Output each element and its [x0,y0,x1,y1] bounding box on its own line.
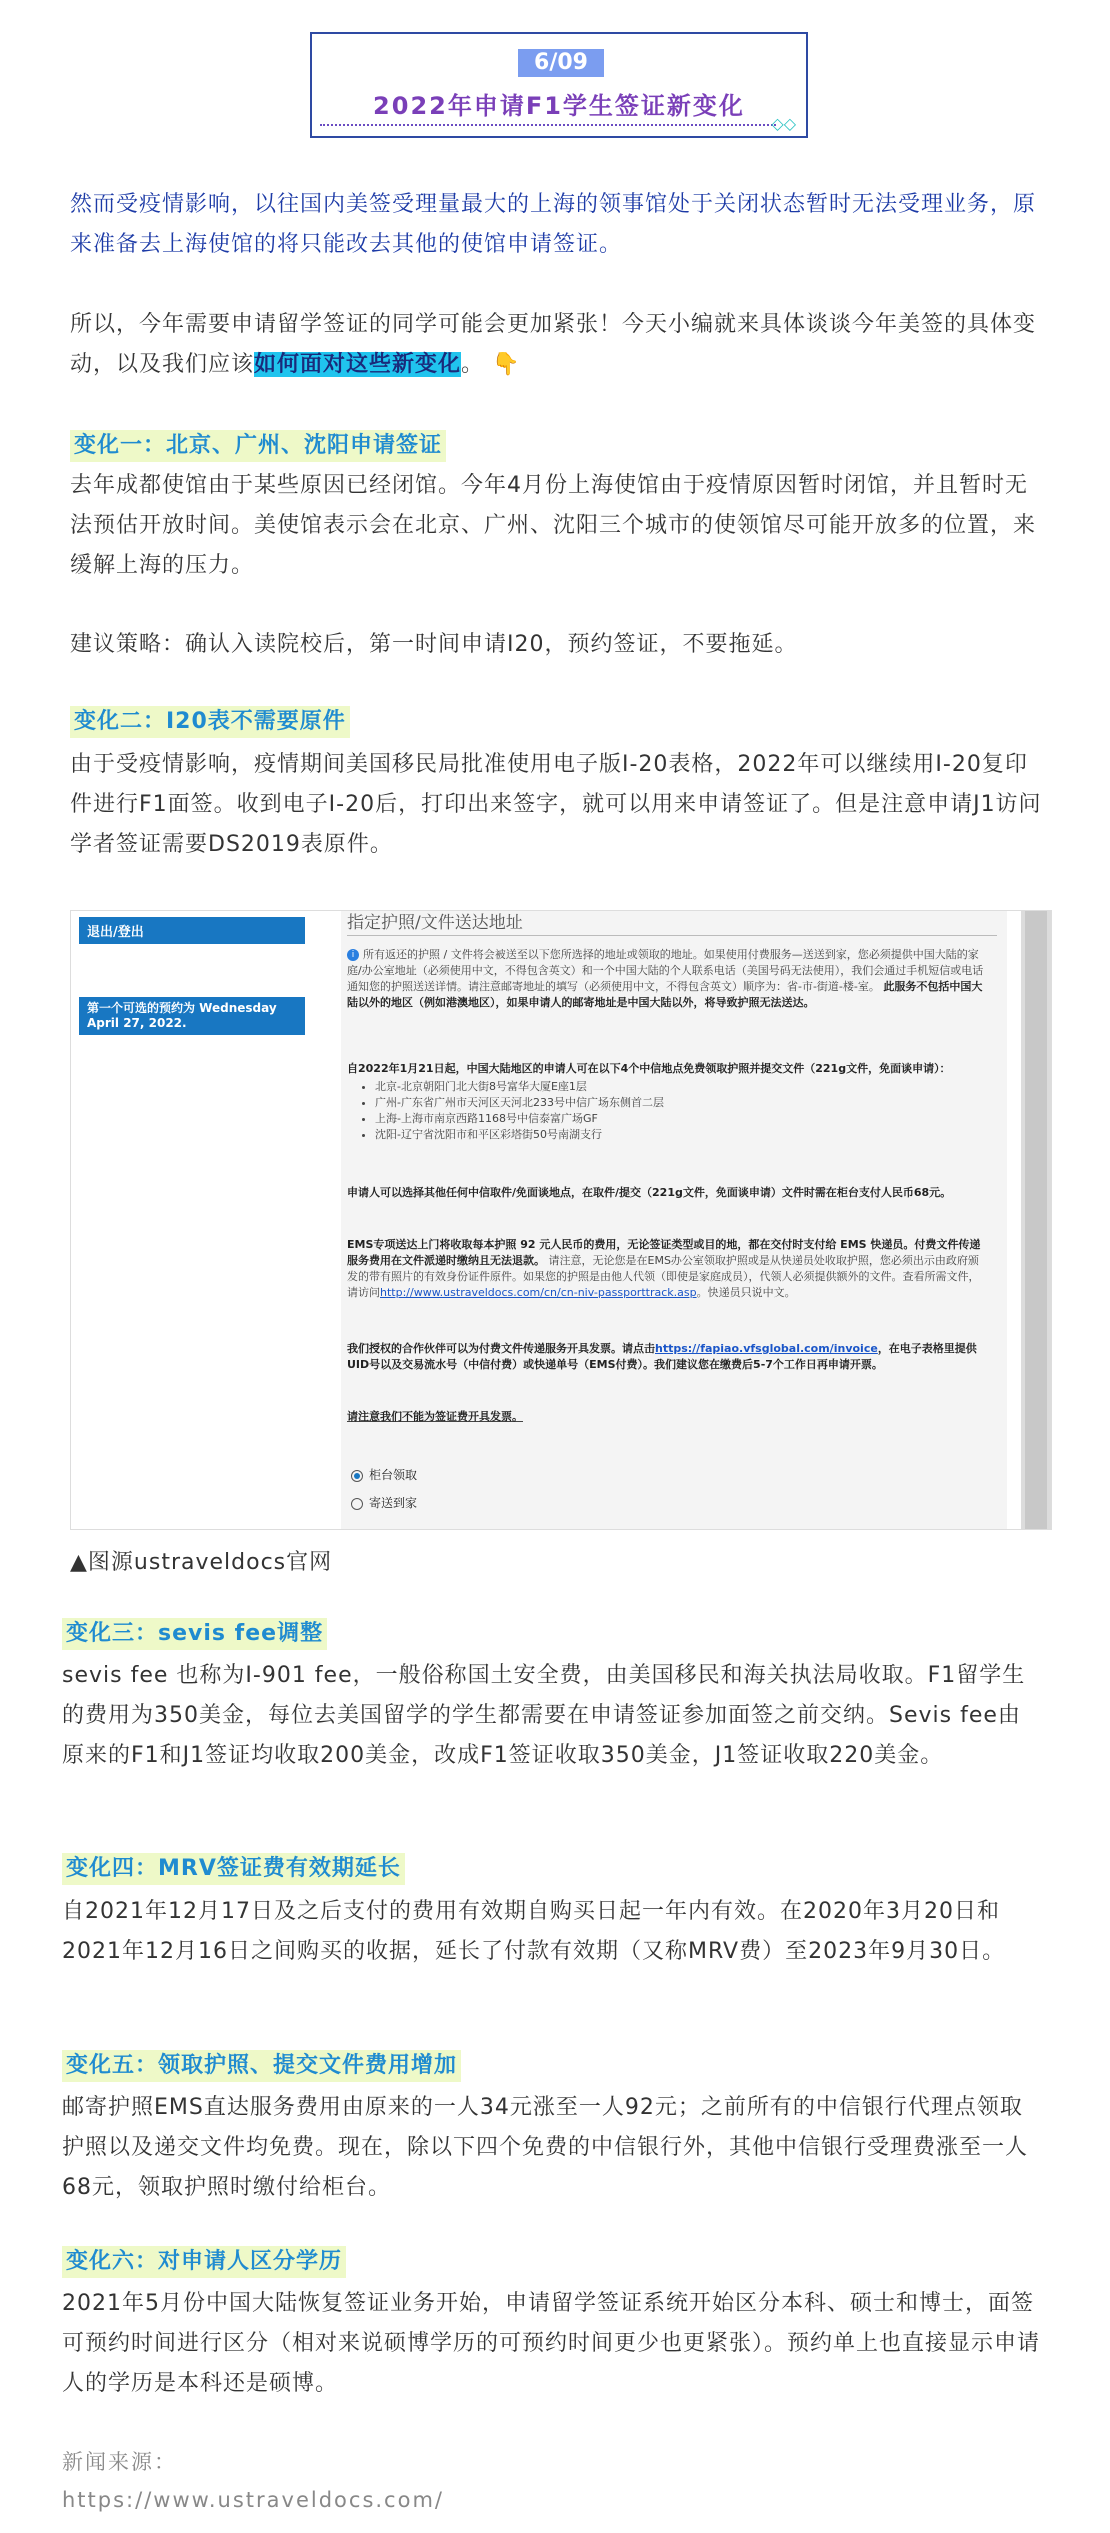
section-body-3: sevis fee 也称为I-901 fee，一般俗称国土安全费，由美国移民和海关执法局收取。F1留学生的费用为350美金，每位去美国留学的学生都需要在申请签证参加面签之前交纳。Sevis fee由原来的F1和J1签证均收取200美金，改成F1签证收取350美金，J1签证收取220美金。 [62,1663,1026,1768]
article-header [310,32,808,138]
ustraveldocs-screenshot [70,910,1052,1530]
screenshot-title: 指定护照/文件送达地址 [347,915,997,936]
list-item: • 广州-广东省广州市天河区天河北233号中信广场东侧首二层 [375,1095,989,1111]
section-heading-4: 变化四：MRV签证费有效期延长 [62,1853,405,1885]
screenshot-sidebar [71,911,309,1529]
section-body-6: 2021年5月份中国大陆恢复签证业务开始，申请留学签证系统开始区分本科、硕士和博士，面签可预约时间进行区分（相对来说硕博学历的可预约时间更少也更紧张）。预约单上也直接显示申请人的学历是本科还是硕博。 [62,2291,1041,2396]
passport-track-link: http://www.ustraveldocs.com/cn/cn-niv-passporttrack.asp [380,1286,697,1299]
screenshot-scrollbar [1021,911,1051,1529]
screenshot-bold-text: 此服务不包括中国大陆以外的地区（例如港澳地区），如果申请人的邮寄地址是中国大陆以外，将导致护照无法送达。 [347,980,983,1009]
source-label: 新闻来源： [62,2450,177,2474]
section-heading-3: 变化三：sevis fee调整 [62,1618,327,1650]
intro-text-end: 。 [461,352,485,377]
pickup-locations-list [347,1079,989,1143]
screenshot-paragraph-5 [347,1341,989,1373]
diamond-ornament-icon: ◇◇ [771,114,796,133]
screenshot-bold-text: 自2022年1月21日起，中国大陆地区的申请人可在以下4个中信地点免费领取护照并提交文件（221g文件，免面谈申请）： [347,1062,951,1075]
screenshot-bold-text: ，在电子表格里提供UID号以及交易流水号（中信付费）或快递单号（EMS付费）。我们建议您在缴费后5-7个工作日再申请开票。 [347,1342,977,1371]
list-item: • 沈阳-辽宁省沈阳市和平区彩塔街50号南湖支行 [375,1127,989,1143]
screenshot-paragraph-6 [347,1409,989,1425]
section-body-4: 自2021年12月17日及之后支付的费用有效期自购买日起一年内有效。在2020年3月20日和2021年12月16日之间购买的收据，延长了付款有效期（又称MRV费）至2023年9月30日。 [62,1899,1006,1964]
first-appointment-notice: 第一个可选的预约为 Wednesday April 27, 2022. [79,997,305,1035]
invoice-link: https://fapiao.vfsglobal.com/invoice [655,1342,878,1355]
date-badge: 6/09 [518,49,604,77]
radio-unselected-icon [351,1498,363,1510]
radio-pickup [351,1467,417,1483]
section-heading-6: 变化六：对申请人区分学历 [62,2246,346,2278]
article-title: 2022年申请F1学生签证新变化 [373,92,745,120]
section-body-1: 去年成都使馆由于某些原因已经闭馆。今年4月份上海使馆由于疫情原因暂时闭馆，并且暂时无法预估开放时间。美使馆表示会在北京、广州、沈阳三个城市的使领馆尽可能开放多的位置，来缓解上海的压力。 [70,473,1037,578]
scrollbar-thumb [1025,911,1047,1529]
source-url[interactable]: https://www.ustraveldocs.com/ [62,2488,444,2512]
screenshot-paragraph-4 [347,1237,989,1301]
radio-selected-icon [351,1470,363,1482]
screenshot-bold-text: EMS专项送达上门将收取每本护照 92 元人民币的费用，无论签证类型或目的地，都在交付时支付给 EMS 快递员。付费文件传递服务费用在文件派递时缴纳且无法退款。 [347,1238,981,1267]
logout-link: 退出/登出 [79,917,305,944]
screenshot-main [341,911,1007,1529]
screenshot-bold-text: 申请人可以选择其他任何中信取件/免面谈地点，在取件/提交（221g文件，免面谈申请）文件时需在柜台支付人民币68元。 [347,1186,952,1199]
list-item: • 上海-上海市南京西路1168号中信泰富广场GF [375,1111,989,1127]
screenshot-text: 。快递员只说中文。 [696,1286,796,1299]
list-item: • 北京-北京朝阳门北大街8号富华大厦E座1层 [375,1079,989,1095]
intro-text: 所以，今年需要申请留学签证的同学可能会更加紧张！今天小编就来具体谈谈今年美签的具体变动，以及我们应该 [70,312,1037,377]
intro-paragraph-2 [70,305,1050,385]
screenshot-text: 请注意，无论您是在EMS办公室领取护照或是从快递员处收取护照，您必须出示由政府颁发的带有照片的有效身份证件原件。如果您的护照是由他人代领（即使是家庭成员），代领人必须提供额外的文件。查看所需文件，请访问 [347,1254,980,1299]
section-heading-1: 变化一：北京、广州、沈阳申请签证 [70,430,446,462]
screenshot-text: 所有返还的护照 / 文件将会被送至以下您所选择的地址或领取的地址。如果使用付费服务—送送到家，您必须提供中国大陆的家庭/办公室地址（必须使用中文，不得包含英文）和一个中国大陆的个人联系电话（美国号码无法使用），我们会通过手机短信或电话通知您的护照送送详情。请注意邮寄地址的填写（必须使用中文，不得包含英文）顺序为：省-市-街道-楼-室。 [347,948,984,993]
pointing-down-icon: 👇 [492,352,521,377]
radio-label: 柜台领取 [369,1468,418,1482]
highlight-text: 如何面对这些新变化 [254,352,462,377]
section-body-5: 邮寄护照EMS直达服务费用由原来的一人34元涨至一人92元；之前所有的中信银行代理点领取护照以及递交文件均免费。现在，除以下四个免费的中信银行外，其他中信银行受理费涨至一人68元，领取护照时缴付给柜台。 [62,2095,1029,2200]
screenshot-bold-text: 请注意我们不能为签证费开具发票。 [347,1410,523,1423]
screenshot-paragraph-2 [347,1061,989,1143]
radio-label: 寄送到家 [369,1496,418,1510]
section-body-2: 由于受疫情影响，疫情期间美国移民局批准使用电子版I-20表格，2022年可以继续用I-20复印件进行F1面签。收到电子I-20后，打印出来签字，就可以用来申请签证了。但是注意申请J1访问学者签证需要DS2019表原件。 [70,752,1042,857]
section-heading-2: 变化二：I20表不需要原件 [70,706,350,738]
section-strategy-1: 建议策略：确认入读院校后，第一时间申请I20，预约签证，不要拖延。 [70,632,798,657]
screenshot-bold-text: 我们授权的合作伙伴可以为付费文件传递服务开具发票。请点击 [347,1342,655,1355]
header-divider [320,124,776,126]
radio-mail [351,1495,417,1511]
screenshot-paragraph-1 [347,947,989,1011]
info-icon: i [347,949,359,961]
section-heading-5: 变化五：领取护照、提交文件费用增加 [62,2050,461,2082]
image-caption: ▲图源ustraveldocs官网 [70,1550,333,1575]
screenshot-paragraph-3 [347,1185,989,1201]
intro-paragraph-1: 然而受疫情影响，以往国内美签受理量最大的上海的领事馆处于关闭状态暂时无法受理业务，原来准备去上海使馆的将只能改去其他的使馆申请签证。 [70,192,1037,257]
